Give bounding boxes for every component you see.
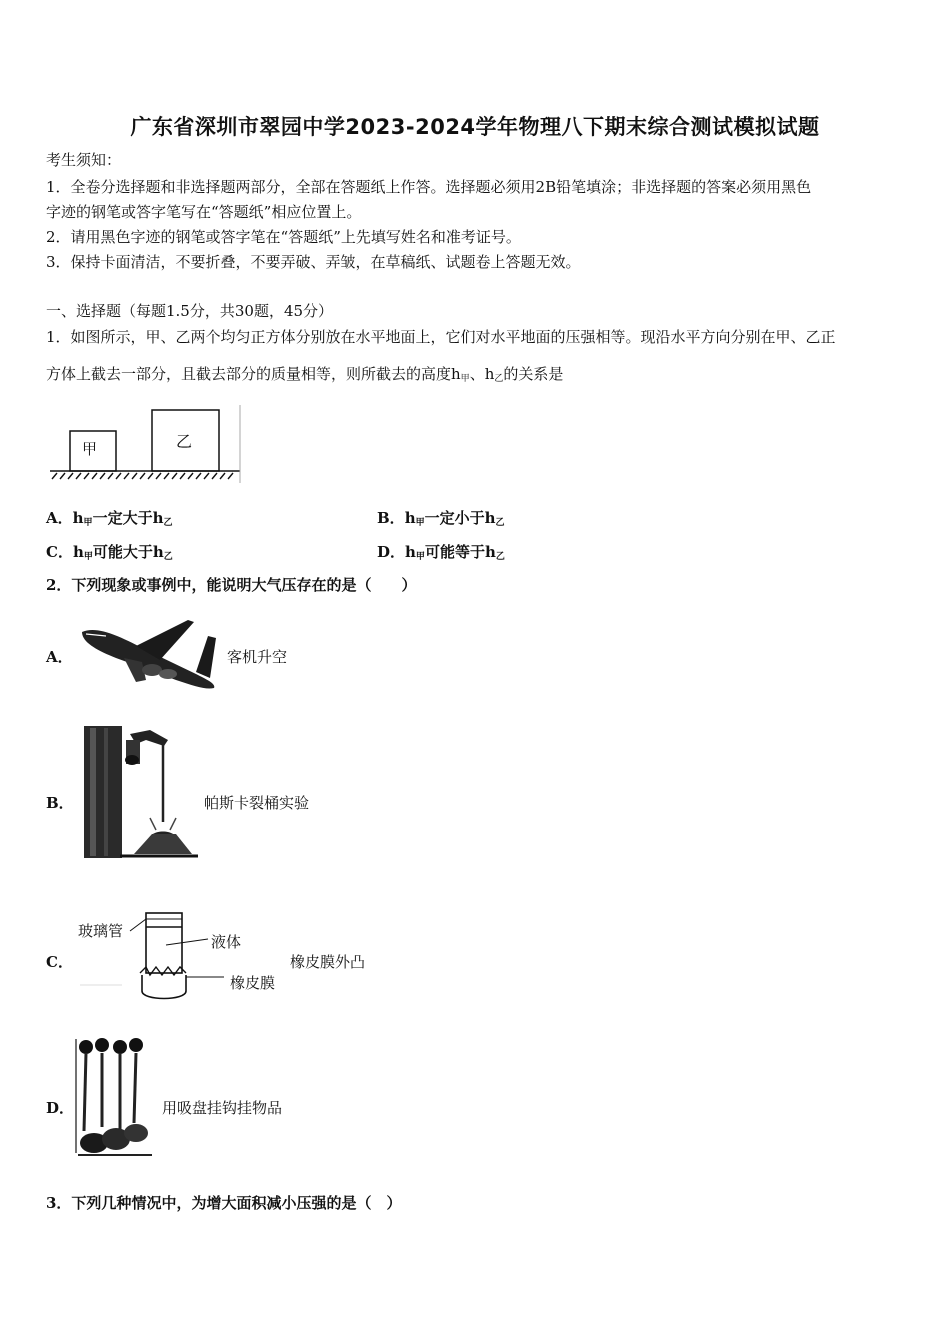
- q3-stem: 3．下列几种情况中，为增大面积减小压强的是（ ）: [46, 1194, 402, 1212]
- label-membrane: 橡皮膜: [230, 974, 276, 992]
- q2-option-b-letter[interactable]: B．: [46, 794, 74, 812]
- q1-stem-line-2: 方体上截去一部分，且截去部分的质量相等，则所截去的高度$h_甲$、$h_乙$的关系是: [46, 365, 564, 384]
- notice-line-1: 1．全卷分选择题和非选择题两部分，全部在答题纸上作答。选择题必须用2B铅笔填涂；非选择题的答案必须用黑色: [46, 178, 812, 196]
- q1-figure: [46, 405, 246, 485]
- airplane-image: [76, 612, 221, 692]
- q2-option-c-caption: 橡皮膜外凸: [290, 953, 366, 971]
- q1-option-c[interactable]: C．$h_甲$可能大于$h_乙$: [46, 543, 173, 562]
- notice-line-3: 3．保持卡面清洁，不要折叠，不要弄破、弄皱，在草稿纸、试题卷上答题无效。: [46, 253, 581, 271]
- page-title: 广东省深圳市翠园中学2023-2024学年物理八下期末综合测试模拟试题: [130, 115, 820, 139]
- q1-option-d[interactable]: D．$h_甲$可能等于$h_乙$: [377, 543, 505, 562]
- q2-option-c-letter[interactable]: C．: [46, 953, 73, 971]
- ground-hatch: [52, 473, 233, 479]
- q2-option-b-caption: 帕斯卡裂桶实验: [204, 794, 310, 812]
- cube-jia-label: 甲: [82, 440, 98, 458]
- label-liquid: 液体: [211, 933, 242, 951]
- q2-option-a-letter[interactable]: A．: [46, 648, 73, 666]
- label-glass-tube: 玻璃管: [78, 922, 124, 940]
- q2-option-d-caption: 用吸盘挂钩挂物品: [162, 1099, 283, 1117]
- section-heading: 一、选择题（每题1.5分，共30题，45分）: [46, 302, 334, 320]
- q2-option-a-caption: 客机升空: [227, 648, 288, 666]
- cube-yi-label: 乙: [176, 432, 193, 451]
- pascal-barrel-image: [80, 722, 205, 862]
- notice-line-2: 2．请用黑色字迹的钢笔或答字笔在“答题纸”上先填写姓名和准考证号。: [46, 228, 521, 246]
- notice-heading: 考生须知：: [46, 151, 122, 169]
- q2-stem: 2．下列现象或事例中，能说明大气压存在的是（ ）: [46, 576, 417, 594]
- q2-option-d-letter[interactable]: D．: [46, 1099, 75, 1117]
- q1-option-a[interactable]: A．$h_甲$一定大于$h_乙$: [46, 509, 173, 528]
- notice-line-1b: 字迹的钢笔或答字笔写在“答题纸”相应位置上。: [46, 203, 362, 221]
- suction-hooks-image: [72, 1035, 157, 1160]
- q1-stem-line-1: 1．如图所示，甲、乙两个均匀正方体分别放在水平地面上，它们对水平地面的压强相等。现沿水平方向分别在甲、乙正: [46, 328, 836, 346]
- q1-option-b[interactable]: B．$h_甲$一定小于$h_乙$: [377, 509, 505, 528]
